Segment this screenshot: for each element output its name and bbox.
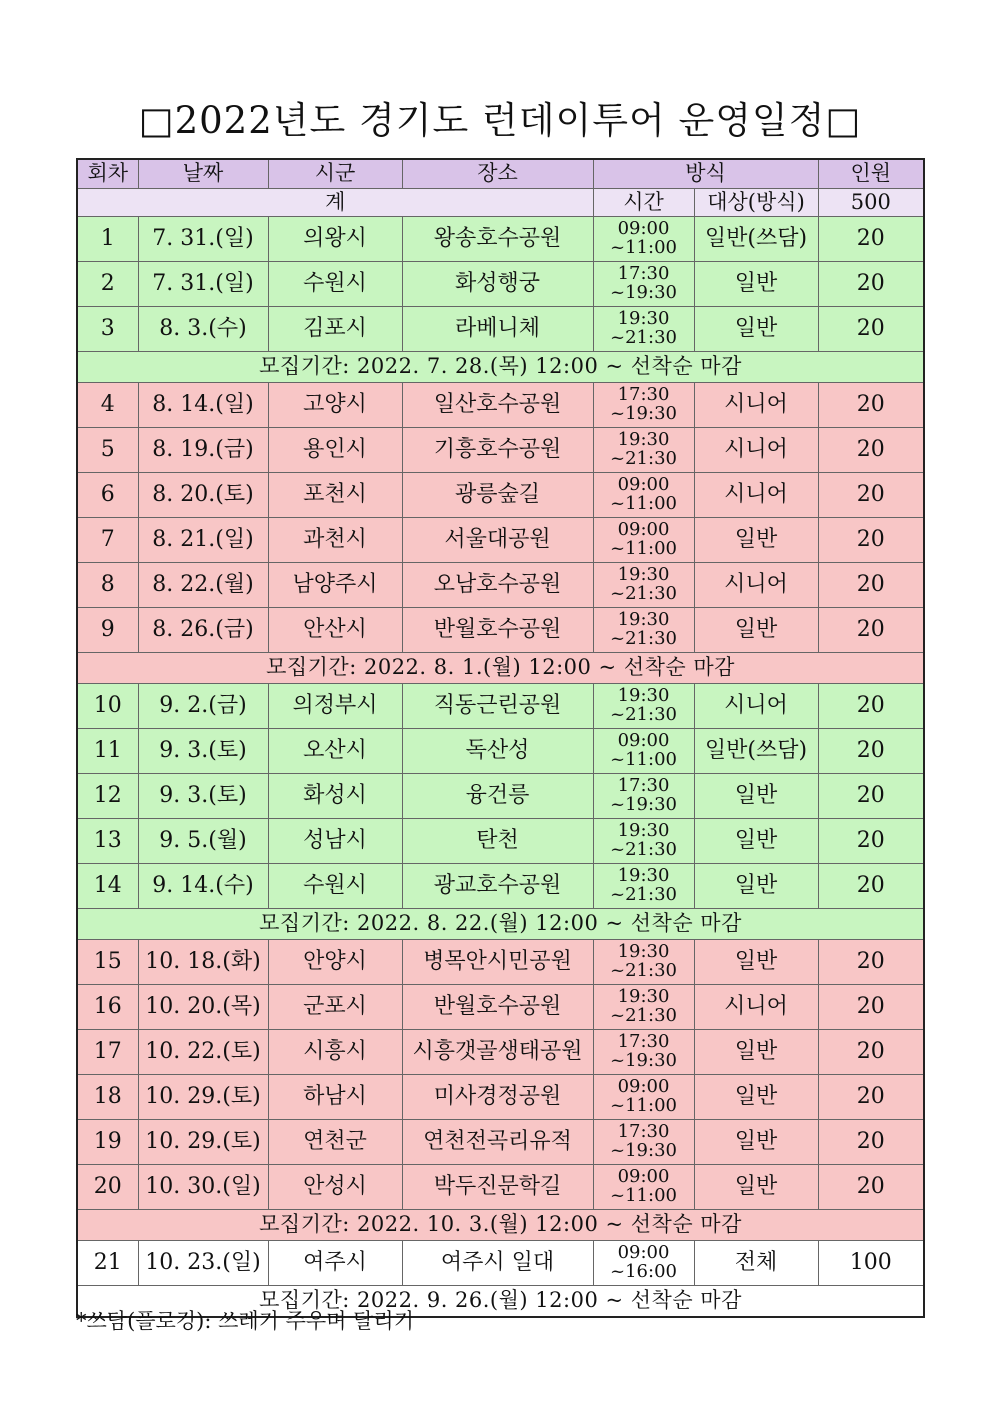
people-cell: 20	[818, 1075, 924, 1120]
round-cell: 16	[77, 985, 138, 1030]
target-cell: 시니어	[694, 473, 818, 518]
round-cell: 1	[77, 217, 138, 262]
time-start: 17:30	[617, 384, 670, 406]
header-method: 방식	[593, 159, 818, 189]
time-cell	[593, 563, 694, 608]
date-cell: 10. 29.(토)	[138, 1120, 268, 1165]
total-people: 500	[818, 189, 924, 217]
round-cell: 9	[77, 608, 138, 653]
schedule-row	[77, 262, 924, 307]
date-cell: 7. 31.(일)	[138, 262, 268, 307]
time-end: ~11:00	[610, 493, 677, 514]
time-end: ~21:30	[610, 327, 677, 348]
city-cell: 오산시	[268, 729, 402, 774]
time-cell	[593, 428, 694, 473]
place-cell: 서울대공원	[402, 518, 593, 563]
round-cell: 15	[77, 940, 138, 985]
city-cell: 수원시	[268, 864, 402, 909]
date-cell: 10. 18.(화)	[138, 940, 268, 985]
place-cell: 라베니체	[402, 307, 593, 352]
time-start: 09:00	[617, 1242, 670, 1264]
people-cell: 20	[818, 563, 924, 608]
city-cell: 포천시	[268, 473, 402, 518]
time-start: 19:30	[617, 429, 670, 451]
round-cell: 12	[77, 774, 138, 819]
people-cell: 20	[818, 608, 924, 653]
date-cell: 8. 20.(토)	[138, 473, 268, 518]
time-cell	[593, 864, 694, 909]
city-cell: 여주시	[268, 1241, 402, 1286]
time-start: 19:30	[617, 308, 670, 330]
time-start: 09:00	[617, 474, 670, 496]
round-cell: 20	[77, 1165, 138, 1210]
time-cell	[593, 608, 694, 653]
place-cell: 박두진문학길	[402, 1165, 593, 1210]
people-cell: 20	[818, 1165, 924, 1210]
date-cell: 9. 5.(월)	[138, 819, 268, 864]
schedule-row	[77, 1165, 924, 1210]
round-cell: 13	[77, 819, 138, 864]
time-end: ~19:30	[610, 282, 677, 303]
city-cell: 시흥시	[268, 1030, 402, 1075]
header-round: 회차	[77, 159, 138, 189]
date-cell: 8. 3.(수)	[138, 307, 268, 352]
time-cell	[593, 1165, 694, 1210]
date-cell: 10. 22.(토)	[138, 1030, 268, 1075]
date-cell: 9. 3.(토)	[138, 729, 268, 774]
round-cell: 18	[77, 1075, 138, 1120]
date-cell: 10. 20.(목)	[138, 985, 268, 1030]
time-end: ~21:30	[610, 1005, 677, 1026]
round-cell: 10	[77, 684, 138, 729]
target-cell: 일반	[694, 307, 818, 352]
round-cell: 11	[77, 729, 138, 774]
time-end: ~11:00	[610, 1095, 677, 1116]
place-cell: 일산호수공원	[402, 383, 593, 428]
target-cell: 일반	[694, 1165, 818, 1210]
schedule-row	[77, 684, 924, 729]
target-cell: 일반	[694, 774, 818, 819]
place-cell: 융건릉	[402, 774, 593, 819]
time-end: ~11:00	[610, 1185, 677, 1206]
schedule-row	[77, 1120, 924, 1165]
time-end: ~21:30	[610, 704, 677, 725]
time-end: ~16:00	[610, 1261, 677, 1282]
date-cell: 8. 22.(월)	[138, 563, 268, 608]
time-end: ~21:30	[610, 884, 677, 905]
people-cell: 20	[818, 473, 924, 518]
time-start: 19:30	[617, 609, 670, 631]
round-cell: 5	[77, 428, 138, 473]
time-start: 17:30	[617, 1031, 670, 1053]
round-cell: 4	[77, 383, 138, 428]
schedule-table	[76, 158, 925, 1318]
schedule-row	[77, 217, 924, 262]
people-cell: 100	[818, 1241, 924, 1286]
schedule-row	[77, 774, 924, 819]
time-cell	[593, 774, 694, 819]
target-cell: 일반	[694, 940, 818, 985]
recruitment-notice-row	[77, 909, 924, 940]
date-cell: 8. 19.(금)	[138, 428, 268, 473]
target-cell: 일반	[694, 864, 818, 909]
date-cell: 9. 2.(금)	[138, 684, 268, 729]
people-cell: 20	[818, 1120, 924, 1165]
time-start: 09:00	[617, 730, 670, 752]
place-cell: 미사경정공원	[402, 1075, 593, 1120]
round-cell: 21	[77, 1241, 138, 1286]
schedule-row	[77, 518, 924, 563]
people-cell: 20	[818, 217, 924, 262]
place-cell: 왕송호수공원	[402, 217, 593, 262]
people-cell: 20	[818, 518, 924, 563]
recruitment-notice-row	[77, 653, 924, 684]
people-cell: 20	[818, 383, 924, 428]
target-cell: 일반(쓰담)	[694, 217, 818, 262]
schedule-row	[77, 1075, 924, 1120]
city-cell: 남양주시	[268, 563, 402, 608]
target-cell: 시니어	[694, 684, 818, 729]
time-end: ~11:00	[610, 538, 677, 559]
city-cell: 하남시	[268, 1075, 402, 1120]
time-end: ~11:00	[610, 749, 677, 770]
recruitment-notice: 모집기간: 2022. 8. 1.(월) 12:00 ~ 선착순 마감	[77, 653, 924, 684]
people-cell: 20	[818, 684, 924, 729]
target-cell: 일반	[694, 819, 818, 864]
target-cell: 일반	[694, 608, 818, 653]
city-cell: 안성시	[268, 1165, 402, 1210]
time-start: 17:30	[617, 1121, 670, 1143]
time-cell	[593, 819, 694, 864]
time-cell	[593, 307, 694, 352]
target-cell: 일반	[694, 1120, 818, 1165]
time-end: ~21:30	[610, 839, 677, 860]
city-cell: 의정부시	[268, 684, 402, 729]
schedule-row	[77, 428, 924, 473]
city-cell: 성남시	[268, 819, 402, 864]
footnote: *쓰담(플로깅): 쓰레기 주우며 달리기	[76, 1309, 414, 1333]
city-cell: 과천시	[268, 518, 402, 563]
time-end: ~19:30	[610, 1140, 677, 1161]
city-cell: 의왕시	[268, 217, 402, 262]
time-cell	[593, 518, 694, 563]
schedule-row	[77, 307, 924, 352]
people-cell: 20	[818, 819, 924, 864]
recruitment-notice: 모집기간: 2022. 7. 28.(목) 12:00 ~ 선착순 마감	[77, 352, 924, 383]
city-cell: 안산시	[268, 608, 402, 653]
people-cell: 20	[818, 428, 924, 473]
round-cell: 7	[77, 518, 138, 563]
place-cell: 탄천	[402, 819, 593, 864]
time-cell	[593, 1030, 694, 1075]
time-start: 19:30	[617, 820, 670, 842]
recruitment-notice-row	[77, 352, 924, 383]
target-cell: 시니어	[694, 563, 818, 608]
time-end: ~21:30	[610, 628, 677, 649]
time-cell	[593, 217, 694, 262]
time-start: 17:30	[617, 263, 670, 285]
target-cell: 시니어	[694, 383, 818, 428]
date-cell: 9. 14.(수)	[138, 864, 268, 909]
date-cell: 10. 29.(토)	[138, 1075, 268, 1120]
time-start: 19:30	[617, 865, 670, 887]
time-end: ~19:30	[610, 1050, 677, 1071]
round-cell: 14	[77, 864, 138, 909]
time-cell	[593, 473, 694, 518]
time-start: 19:30	[617, 564, 670, 586]
city-cell: 고양시	[268, 383, 402, 428]
city-cell: 군포시	[268, 985, 402, 1030]
header-row	[77, 159, 924, 189]
time-cell	[593, 1075, 694, 1120]
city-cell: 김포시	[268, 307, 402, 352]
schedule-row	[77, 985, 924, 1030]
people-cell: 20	[818, 864, 924, 909]
people-cell: 20	[818, 307, 924, 352]
time-end: ~19:30	[610, 794, 677, 815]
time-cell	[593, 985, 694, 1030]
recruitment-notice: 모집기간: 2022. 8. 22.(월) 12:00 ~ 선착순 마감	[77, 909, 924, 940]
subheader-row	[77, 189, 924, 217]
time-end: ~21:30	[610, 448, 677, 469]
date-cell: 7. 31.(일)	[138, 217, 268, 262]
place-cell: 오남호수공원	[402, 563, 593, 608]
target-cell: 일반	[694, 1030, 818, 1075]
time-cell	[593, 1120, 694, 1165]
round-cell: 2	[77, 262, 138, 307]
schedule-row	[77, 940, 924, 985]
schedule-row	[77, 1030, 924, 1075]
time-start: 19:30	[617, 986, 670, 1008]
recruitment-notice: 모집기간: 2022. 10. 3.(월) 12:00 ~ 선착순 마감	[77, 1210, 924, 1241]
round-cell: 17	[77, 1030, 138, 1075]
place-cell: 화성행궁	[402, 262, 593, 307]
time-cell	[593, 383, 694, 428]
schedule-row	[77, 383, 924, 428]
schedule-row	[77, 864, 924, 909]
place-cell: 광교호수공원	[402, 864, 593, 909]
place-cell: 기흥호수공원	[402, 428, 593, 473]
time-start: 09:00	[617, 519, 670, 541]
schedule-row	[77, 729, 924, 774]
time-start: 09:00	[617, 1076, 670, 1098]
place-cell: 광릉숲길	[402, 473, 593, 518]
schedule-row	[77, 473, 924, 518]
place-cell: 반월호수공원	[402, 985, 593, 1030]
place-cell: 여주시 일대	[402, 1241, 593, 1286]
header-place: 장소	[402, 159, 593, 189]
target-cell: 일반	[694, 1075, 818, 1120]
time-cell	[593, 940, 694, 985]
time-cell	[593, 1241, 694, 1286]
time-cell	[593, 729, 694, 774]
time-start: 19:30	[617, 685, 670, 707]
city-cell: 화성시	[268, 774, 402, 819]
header-date: 날짜	[138, 159, 268, 189]
place-cell: 반월호수공원	[402, 608, 593, 653]
target-cell: 일반	[694, 262, 818, 307]
round-cell: 6	[77, 473, 138, 518]
target-cell: 시니어	[694, 428, 818, 473]
time-cell	[593, 684, 694, 729]
time-start: 09:00	[617, 1166, 670, 1188]
date-cell: 8. 21.(일)	[138, 518, 268, 563]
round-cell: 8	[77, 563, 138, 608]
time-end: ~21:30	[610, 583, 677, 604]
place-cell: 시흥갯골생태공원	[402, 1030, 593, 1075]
people-cell: 20	[818, 262, 924, 307]
schedule-row	[77, 819, 924, 864]
header-city: 시군	[268, 159, 402, 189]
target-cell: 시니어	[694, 985, 818, 1030]
place-cell: 직동근린공원	[402, 684, 593, 729]
schedule-row	[77, 608, 924, 653]
time-end: ~11:00	[610, 237, 677, 258]
recruitment-notice-row	[77, 1210, 924, 1241]
people-cell: 20	[818, 940, 924, 985]
header-people: 인원	[818, 159, 924, 189]
place-cell: 병목안시민공원	[402, 940, 593, 985]
city-cell: 연천군	[268, 1120, 402, 1165]
recruitment-notice: 모집기간: 2022. 9. 26.(월) 12:00 ~ 선착순 마감	[77, 1286, 924, 1318]
date-cell: 10. 30.(일)	[138, 1165, 268, 1210]
time-cell	[593, 262, 694, 307]
time-start: 17:30	[617, 775, 670, 797]
schedule-row	[77, 563, 924, 608]
date-cell: 10. 23.(일)	[138, 1241, 268, 1286]
people-cell: 20	[818, 774, 924, 819]
date-cell: 9. 3.(토)	[138, 774, 268, 819]
people-cell: 20	[818, 1030, 924, 1075]
target-cell: 일반(쓰담)	[694, 729, 818, 774]
time-start: 19:30	[617, 941, 670, 963]
date-cell: 8. 26.(금)	[138, 608, 268, 653]
city-cell: 안양시	[268, 940, 402, 985]
city-cell: 용인시	[268, 428, 402, 473]
date-cell: 8. 14.(일)	[138, 383, 268, 428]
time-start: 09:00	[617, 218, 670, 240]
header-target: 대상(방식)	[694, 189, 818, 217]
schedule-row	[77, 1241, 924, 1286]
page-title: □2022년도 경기도 런데이투어 운영일정□	[138, 99, 862, 142]
total-label: 계	[77, 189, 593, 217]
round-cell: 3	[77, 307, 138, 352]
people-cell: 20	[818, 729, 924, 774]
time-end: ~19:30	[610, 403, 677, 424]
target-cell: 전체	[694, 1241, 818, 1286]
place-cell: 독산성	[402, 729, 593, 774]
people-cell: 20	[818, 985, 924, 1030]
time-end: ~21:30	[610, 960, 677, 981]
city-cell: 수원시	[268, 262, 402, 307]
round-cell: 19	[77, 1120, 138, 1165]
header-time: 시간	[593, 189, 694, 217]
target-cell: 일반	[694, 518, 818, 563]
place-cell: 연천전곡리유적	[402, 1120, 593, 1165]
